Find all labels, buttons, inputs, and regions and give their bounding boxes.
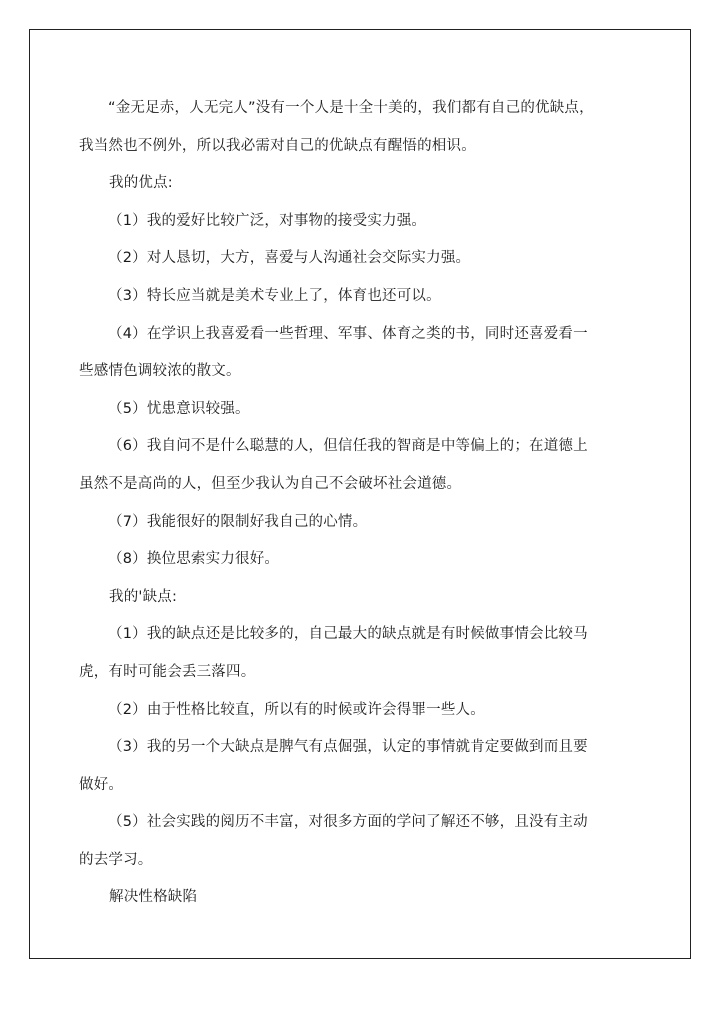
closing-heading: 解决性格缺陷 — [109, 889, 198, 906]
strength-item-6-cont: 虽然不是高尚的人，但至少我认为自己不会破坏社会道德。 — [79, 475, 462, 492]
weaknesses-heading: 我的'缺点: — [109, 588, 178, 605]
strength-item-1: （1）我的爱好比较广泛，对事物的接受实力强。 — [108, 212, 427, 229]
strength-item-4-cont: 些感情色调较浓的散文。 — [79, 363, 241, 380]
strength-item-5: （5）忧患意识较强。 — [108, 400, 250, 417]
weakness-item-2: （2）由于性格比较直，所以有的时候或许会得罪一些人。 — [108, 701, 485, 718]
intro-line-2: 我当然也不例外，所以我必需对自己的优缺点有醒悟的相识。 — [79, 137, 476, 154]
weakness-item-1: （1）我的缺点还是比较多的，自己最大的缺点就是有时候做事情会比较马 — [108, 626, 588, 643]
document-body — [79, 90, 649, 917]
weakness-item-3-cont: 做好。 — [79, 776, 124, 793]
intro-line-1: “金无足赤，人无完人”没有一个人是十全十美的，我们都有自己的优缺点， — [108, 100, 594, 116]
strengths-heading: 我的优点: — [109, 175, 173, 192]
strength-item-3: （3）特长应当就是美术专业上了，体育也还可以。 — [108, 287, 441, 304]
strength-item-4: （4）在学识上我喜爱看一些哲理、军事、体育之类的书，同时还喜爱看一 — [108, 325, 588, 342]
strength-item-8: （8）换位思索实力很好。 — [108, 551, 280, 568]
weakness-item-1-cont: 虎，有时可能会丢三落四。 — [79, 663, 256, 680]
strength-item-6: （6）我自问不是什么聪慧的人，但信任我的智商是中等偏上的；在道德上 — [108, 438, 588, 455]
weakness-item-5-cont: 的去学习。 — [79, 851, 153, 868]
strength-item-2: （2）对人恳切，大方，喜爱与人沟通社会交际实力强。 — [108, 250, 471, 267]
strength-item-7: （7）我能很好的限制好我自己的心情。 — [108, 513, 368, 530]
weakness-item-3: （3）我的另一个大缺点是脾气有点倔强，认定的事情就肯定要做到而且要 — [108, 739, 588, 756]
weakness-item-5: （5）社会实践的阅历不丰富，对很多方面的学问了解还不够，且没有主动 — [108, 814, 588, 831]
